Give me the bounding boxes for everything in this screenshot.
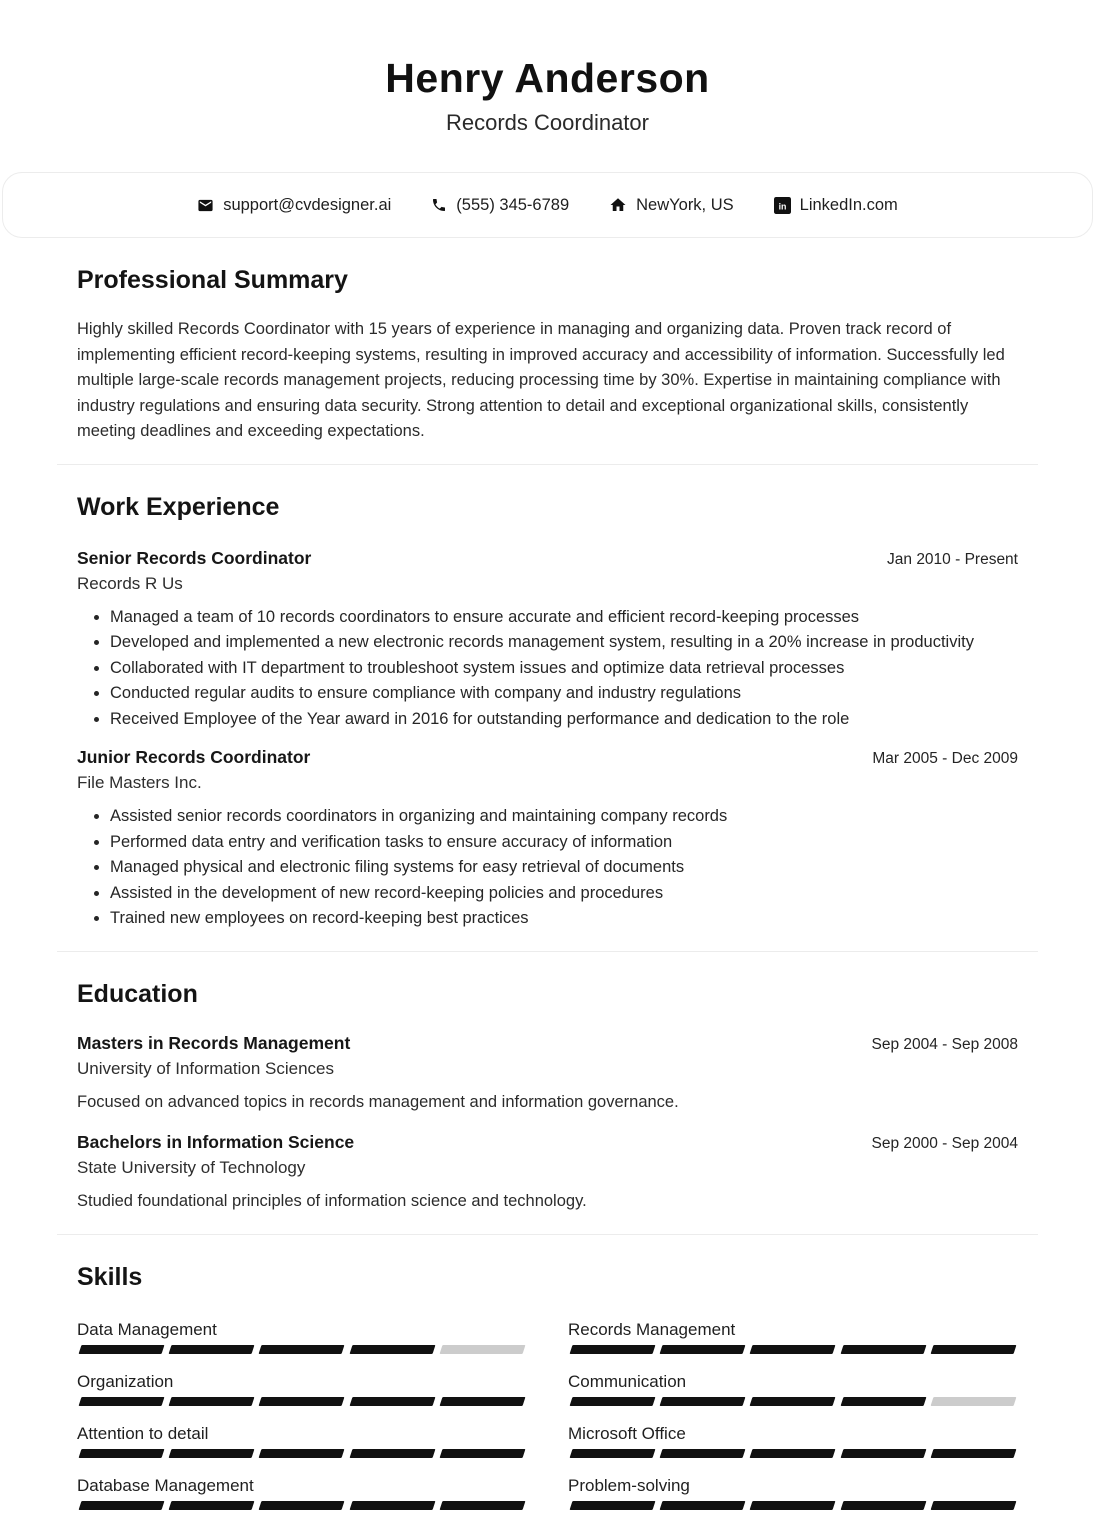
- skill-bar-segment: [570, 1449, 656, 1458]
- skills-grid: [77, 1320, 1018, 1510]
- job-dates: Mar 2005 - Dec 2009: [872, 750, 1018, 767]
- job-entry: [77, 746, 1018, 932]
- skill-bar-segment: [660, 1345, 746, 1354]
- job-bullet: • Trained new employees on record-keeping best practices: [110, 906, 1018, 932]
- skill-bar-segment: [570, 1501, 656, 1510]
- job-header: [77, 547, 1018, 569]
- skill-bar-segment: [259, 1345, 345, 1354]
- skill-bar-segment: [930, 1501, 1016, 1510]
- skill-item: [77, 1372, 527, 1406]
- section-professional-summary: [77, 265, 1018, 445]
- skill-item: [77, 1320, 527, 1354]
- education-entry: [77, 1131, 1018, 1215]
- skill-bar-segment: [169, 1345, 255, 1354]
- education-description: Studied foundational principles of information science and technology.: [77, 1192, 587, 1210]
- skill-level-bar: [568, 1449, 1018, 1458]
- job-bullet: • Performed data entry and verification tasks to ensure accuracy of information: [110, 830, 1018, 856]
- skill-bar-segment: [79, 1345, 165, 1354]
- skill-bar-segment: [840, 1397, 926, 1406]
- section-divider: [57, 1234, 1038, 1235]
- job-header: [77, 746, 1018, 768]
- skill-item: [568, 1320, 1018, 1354]
- skill-bar-segment: [840, 1501, 926, 1510]
- education-entry: [77, 1032, 1018, 1116]
- skill-name: Communication: [568, 1371, 687, 1391]
- section-education: [77, 979, 1018, 1215]
- summary-text: Highly skilled Records Coordinator with 15 years of experience in managing and organizing data. Proven track record of implementing efficient record-keeping systems, resulting in improved accuracy and accessibility of information. Successfully led multiple large-scale records management projects, reducing processing time by 30%. Expertise in maintaining compliance with industry regulations and ensuring data security. Strong attention to detail and exceptional organizational skills, consistently meeting deadlines and exceeding expectations.: [77, 320, 1005, 440]
- skill-bar-segment: [840, 1449, 926, 1458]
- job-company: File Masters Inc.: [77, 773, 202, 792]
- skill-bar-segment: [930, 1397, 1016, 1406]
- contact-bar: [2, 172, 1093, 238]
- contact-location-label: NewYork, US: [636, 195, 734, 214]
- skill-name: Data Management: [77, 1319, 217, 1339]
- job-entry: [77, 547, 1018, 733]
- education-header: [77, 1131, 1018, 1153]
- skill-bar-segment: [439, 1449, 525, 1458]
- skill-bar-segment: [349, 1449, 435, 1458]
- contact-email: [197, 196, 391, 215]
- skill-bar-segment: [259, 1501, 345, 1510]
- skill-item: [77, 1424, 527, 1458]
- job-bullet: • Collaborated with IT department to troubleshoot system issues and optimize data retrieval processes: [110, 656, 1018, 682]
- skill-name: Problem-solving: [568, 1475, 690, 1495]
- skill-bar-segment: [930, 1449, 1016, 1458]
- education-dates: Sep 2000 - Sep 2004: [871, 1135, 1018, 1152]
- skill-level-bar: [77, 1501, 527, 1510]
- education-school: State University of Technology: [77, 1158, 306, 1177]
- education-degree: Bachelors in Information Science: [77, 1132, 355, 1152]
- skill-bar-segment: [570, 1397, 656, 1406]
- job-bullet: • Assisted senior records coordinators in organizing and maintaining company records: [110, 804, 1018, 830]
- education-school: University of Information Sciences: [77, 1058, 334, 1078]
- skill-item: [568, 1476, 1018, 1510]
- job-bullet-list: [77, 804, 1018, 932]
- skill-bar-segment: [349, 1345, 435, 1354]
- resume-body: [0, 265, 1095, 1510]
- job-bullet: • Developed and implemented a new electronic records management system, resulting in a 20% increase in productivity: [110, 630, 1018, 656]
- skill-bar-segment: [169, 1501, 255, 1510]
- skill-bar-segment: [660, 1449, 746, 1458]
- job-title: Junior Records Coordinator: [77, 747, 311, 767]
- job-bullet: • Managed a team of 10 records coordinators to ensure accurate and efficient record-keeping processes: [110, 605, 1018, 631]
- resume-header: [0, 0, 1095, 136]
- skills-heading: Skills: [77, 1262, 143, 1291]
- skill-bar-segment: [750, 1449, 836, 1458]
- skill-bar-segment: [750, 1501, 836, 1510]
- skill-name: Organization: [77, 1371, 174, 1391]
- experience-heading: Work Experience: [77, 492, 280, 521]
- skill-bar-segment: [259, 1449, 345, 1458]
- contact-email-label: support@cvdesigner.ai: [223, 195, 392, 214]
- skill-bar-segment: [439, 1501, 525, 1510]
- skill-item: [568, 1424, 1018, 1458]
- skill-name: Records Management: [568, 1319, 736, 1339]
- skill-bar-segment: [930, 1345, 1016, 1354]
- home-icon: [609, 196, 627, 214]
- skill-bar-segment: [169, 1449, 255, 1458]
- section-skills: [77, 1262, 1018, 1510]
- education-header: [77, 1032, 1018, 1054]
- job-bullet-list: [77, 605, 1018, 733]
- contact-linkedin: [774, 196, 898, 215]
- skill-bar-segment: [169, 1397, 255, 1406]
- job-company: Records R Us: [77, 573, 183, 593]
- skill-bar-segment: [439, 1397, 525, 1406]
- education-description: Focused on advanced topics in records management and information governance.: [77, 1092, 679, 1111]
- job-dates: Jan 2010 - Present: [887, 550, 1018, 568]
- contact-phone: [431, 196, 569, 215]
- job-bullet: • Received Employee of the Year award in 2016 for outstanding performance and dedication to the role: [110, 707, 1018, 733]
- skill-bar-segment: [79, 1501, 165, 1510]
- skill-level-bar: [568, 1397, 1018, 1406]
- skill-level-bar: [77, 1345, 527, 1354]
- skill-level-bar: [77, 1449, 527, 1458]
- skill-level-bar: [568, 1345, 1018, 1354]
- job-bullet: • Assisted in the development of new record-keeping policies and procedures: [110, 881, 1018, 907]
- contact-location: [609, 196, 734, 215]
- skill-bar-segment: [259, 1397, 345, 1406]
- section-work-experience: [77, 492, 1018, 932]
- skill-item: [77, 1476, 527, 1510]
- contact-phone-label: (555) 345-6789: [456, 195, 570, 214]
- candidate-title: Records Coordinator: [446, 110, 649, 135]
- skill-bar-segment: [79, 1449, 165, 1458]
- skill-bar-segment: [439, 1345, 525, 1354]
- skill-bar-segment: [660, 1397, 746, 1406]
- education-degree: Masters in Records Management: [77, 1032, 351, 1053]
- skill-name: Microsoft Office: [568, 1423, 686, 1443]
- summary-heading: Professional Summary: [77, 266, 348, 294]
- skill-bar-segment: [750, 1397, 836, 1406]
- skill-bar-segment: [349, 1397, 435, 1406]
- linkedin-icon: [774, 197, 791, 214]
- section-divider: [57, 951, 1038, 952]
- skill-bar-segment: [660, 1501, 746, 1510]
- svg-text:in: in: [778, 200, 787, 211]
- skill-name: Attention to detail: [77, 1423, 209, 1443]
- education-dates: Sep 2004 - Sep 2008: [871, 1035, 1018, 1053]
- skill-item: [568, 1372, 1018, 1406]
- job-title: Senior Records Coordinator: [77, 547, 312, 568]
- skill-bar-segment: [840, 1345, 926, 1354]
- skill-bar-segment: [79, 1397, 165, 1406]
- job-bullet: • Managed physical and electronic filing systems for easy retrieval of documents: [110, 855, 1018, 881]
- skill-level-bar: [77, 1397, 527, 1406]
- envelope-icon: [197, 197, 214, 214]
- section-divider: [57, 464, 1038, 465]
- education-heading: Education: [77, 979, 198, 1008]
- phone-icon: [431, 197, 447, 213]
- contact-linkedin-label: LinkedIn.com: [799, 195, 898, 214]
- skill-bar-segment: [349, 1501, 435, 1510]
- candidate-name: Henry Anderson: [385, 55, 710, 101]
- job-bullet: • Conducted regular audits to ensure compliance with company and industry regulations: [110, 681, 1018, 707]
- skill-bar-segment: [570, 1345, 656, 1354]
- skill-name: Database Management: [77, 1475, 254, 1495]
- skill-level-bar: [568, 1501, 1018, 1510]
- skill-bar-segment: [750, 1345, 836, 1354]
